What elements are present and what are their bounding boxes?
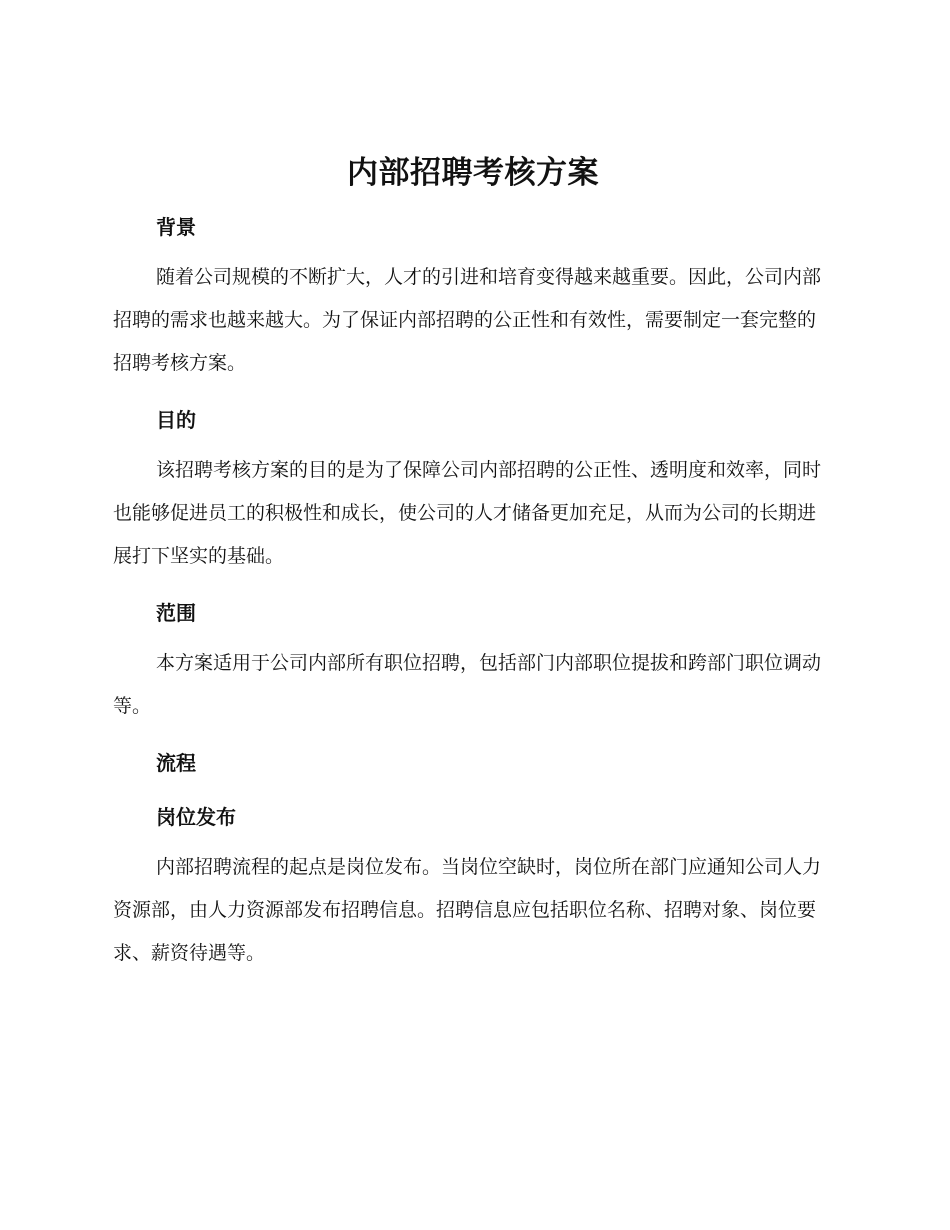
section-heading-job-posting: 岗位发布 — [156, 805, 236, 829]
document-title: 内部招聘考核方案 — [347, 155, 599, 191]
section-paragraph-purpose: 该招聘考核方案的目的是为了保障公司内部招聘的公正性、透明度和效率，同时也能够促进员工的积极性和成长，使公司的人才储备更加充足，从而为公司的长期进展打下坚实的基础。 — [113, 459, 822, 567]
section-paragraph-job-posting: 内部招聘流程的起点是岗位发布。当岗位空缺时，岗位所在部门应通知公司人力资源部，由人力资源部发布招聘信息。招聘信息应包括职位名称、招聘对象、岗位要求、薪资待遇等。 — [113, 856, 822, 964]
section-heading-scope: 范围 — [156, 601, 196, 625]
section-paragraph-background: 随着公司规模的不断扩大，人才的引进和培育变得越来越重要。因此，公司内部招聘的需求也越来越大。为了保证内部招聘的公正性和有效性，需要制定一套完整的招聘考核方案。 — [113, 266, 822, 374]
section-heading-background: 背景 — [156, 215, 196, 239]
document-content — [113, 148, 833, 975]
section-heading-process: 流程 — [156, 751, 196, 775]
section-heading-purpose: 目的 — [156, 408, 196, 432]
section-paragraph-scope: 本方案适用于公司内部所有职位招聘，包括部门内部职位提拔和跨部门职位调动等。 — [113, 652, 822, 717]
